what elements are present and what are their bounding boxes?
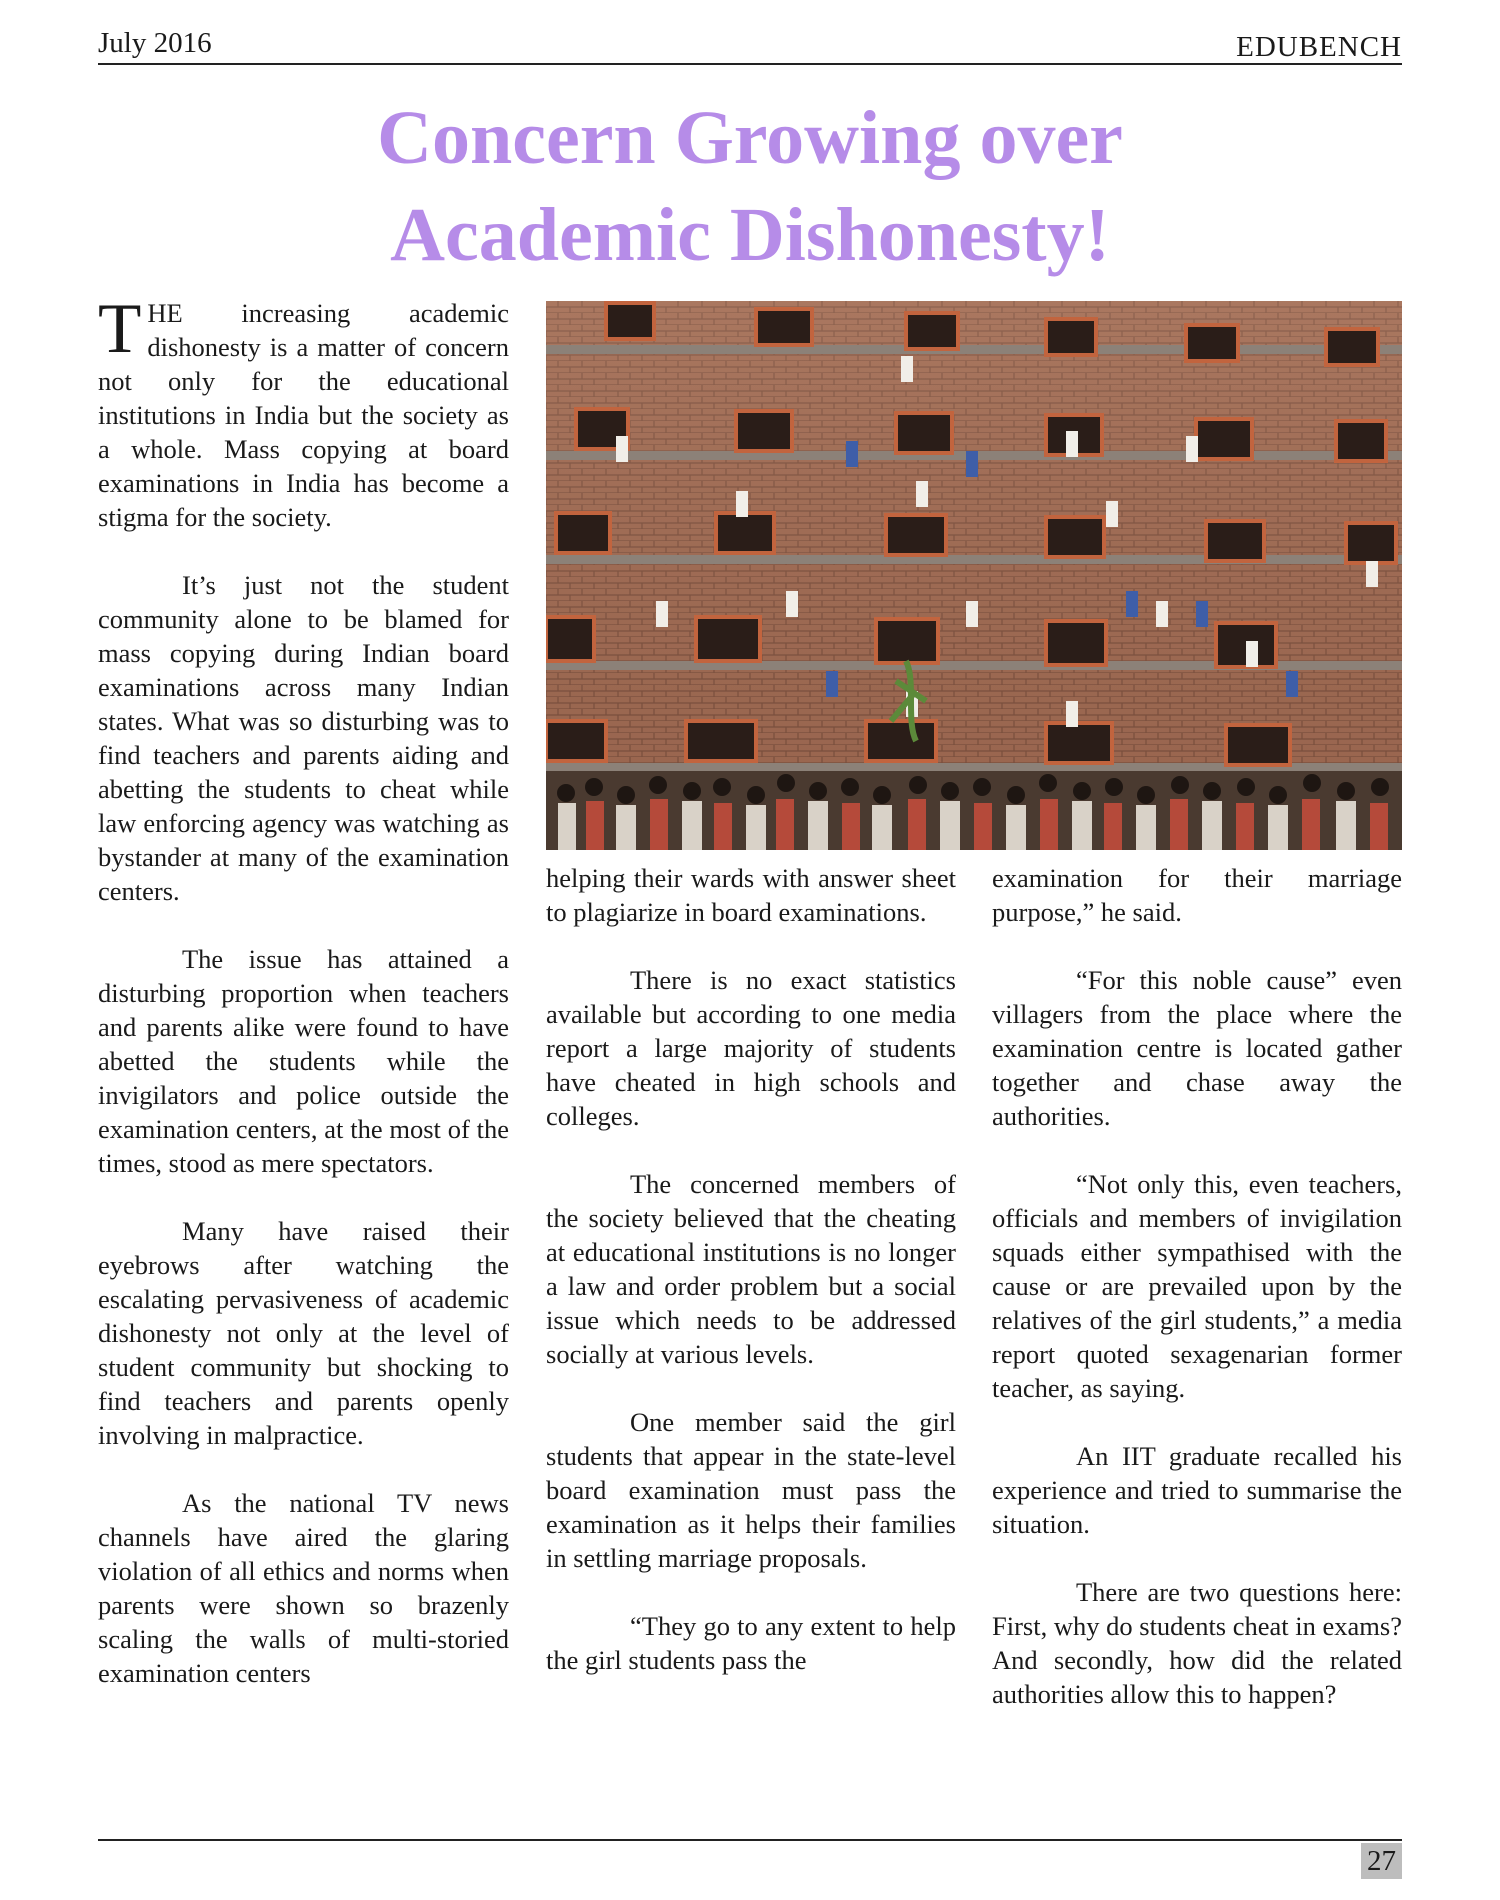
article-photo [546, 301, 1402, 850]
paragraph: An IIT graduate recalled his experience and tried to summarise the situation. [992, 1441, 1402, 1539]
paragraph: It’s just not the student community alone to be blamed for mass copying during Indian board examinations across many Indian states. What was so disturbing was to find teachers and parents aiding and abetting the students to cheat while law enforcing agency was watching as bystander at many of the examination centers. [98, 570, 509, 906]
paragraph: There is no exact statistics available but according to one media report a large majority of students have cheated in high schools and colleges. [546, 965, 956, 1131]
paragraph: One member said the girl students that appear in the state-level board examination must pass the examination as it helps their families in settling marriage proposals. [546, 1407, 956, 1573]
header-rule [98, 63, 1402, 65]
footer-rule [98, 1839, 1402, 1841]
paragraph: As the national TV news channels have aired the glaring violation of all ethics and norms when parents were shown so brazenly scaling the walls of multi-storied examination centers [98, 1488, 509, 1688]
paragraph: helping their wards with answer sheet to plagiarize in board examinations. [546, 863, 956, 927]
drop-cap: T [98, 290, 142, 368]
issue-date: July 2016 [98, 27, 212, 59]
column-1 [98, 290, 509, 1690]
article-title [98, 90, 1402, 284]
paragraph: The issue has attained a disturbing proportion when teachers and parents alike were found to have abetted the students while the invigilators and police outside the examination centers, at the most of the times, stood as mere spectators. [98, 944, 509, 1178]
magazine-name: EDUBENCH [1236, 31, 1402, 63]
paragraph [98, 290, 509, 534]
page-number: 27 [1361, 1843, 1402, 1879]
paragraph-text: HE increasing academic dishonesty is a matter of concern not only for the educational institutions in India but the society as a whole. Mass copying at board examinations in India has become a stigma for the society. [98, 298, 509, 532]
column-2 [546, 861, 956, 1677]
title-line-2: Academic Dishonesty! [390, 193, 1110, 277]
paragraph: Many have raised their eyebrows after watching the escalating pervasiveness of academic dishonesty not only at the level of student community but shocking to find teachers and parents openly involving in malpractice. [98, 1216, 509, 1450]
paragraph: “For this noble cause” even villagers from the place where the examination centre is located gather together and chase away the authorities. [992, 965, 1402, 1131]
paragraph: “Not only this, even teachers, officials and members of invigilation squads either sympathised with the cause or are prevailed upon by the relatives of the girl students,” a media report quoted sexagenarian former teacher, as saying. [992, 1169, 1402, 1403]
title-line-1: Concern Growing over [377, 96, 1123, 180]
paragraph: examination for their marriage purpose,” he said. [992, 863, 1402, 927]
paragraph: “They go to any extent to help the girl students pass the [546, 1611, 956, 1675]
photo-building-scene [546, 301, 1402, 850]
paragraph: There are two questions here: First, why do students cheat in exams? And secondly, how did the related authorities allow this to happen? [992, 1577, 1402, 1709]
column-3 [992, 861, 1402, 1711]
paragraph: The concerned members of the society believed that the cheating at educational institutions is no longer a law and order problem but a social issue which needs to be addressed socially at various levels. [546, 1169, 956, 1369]
